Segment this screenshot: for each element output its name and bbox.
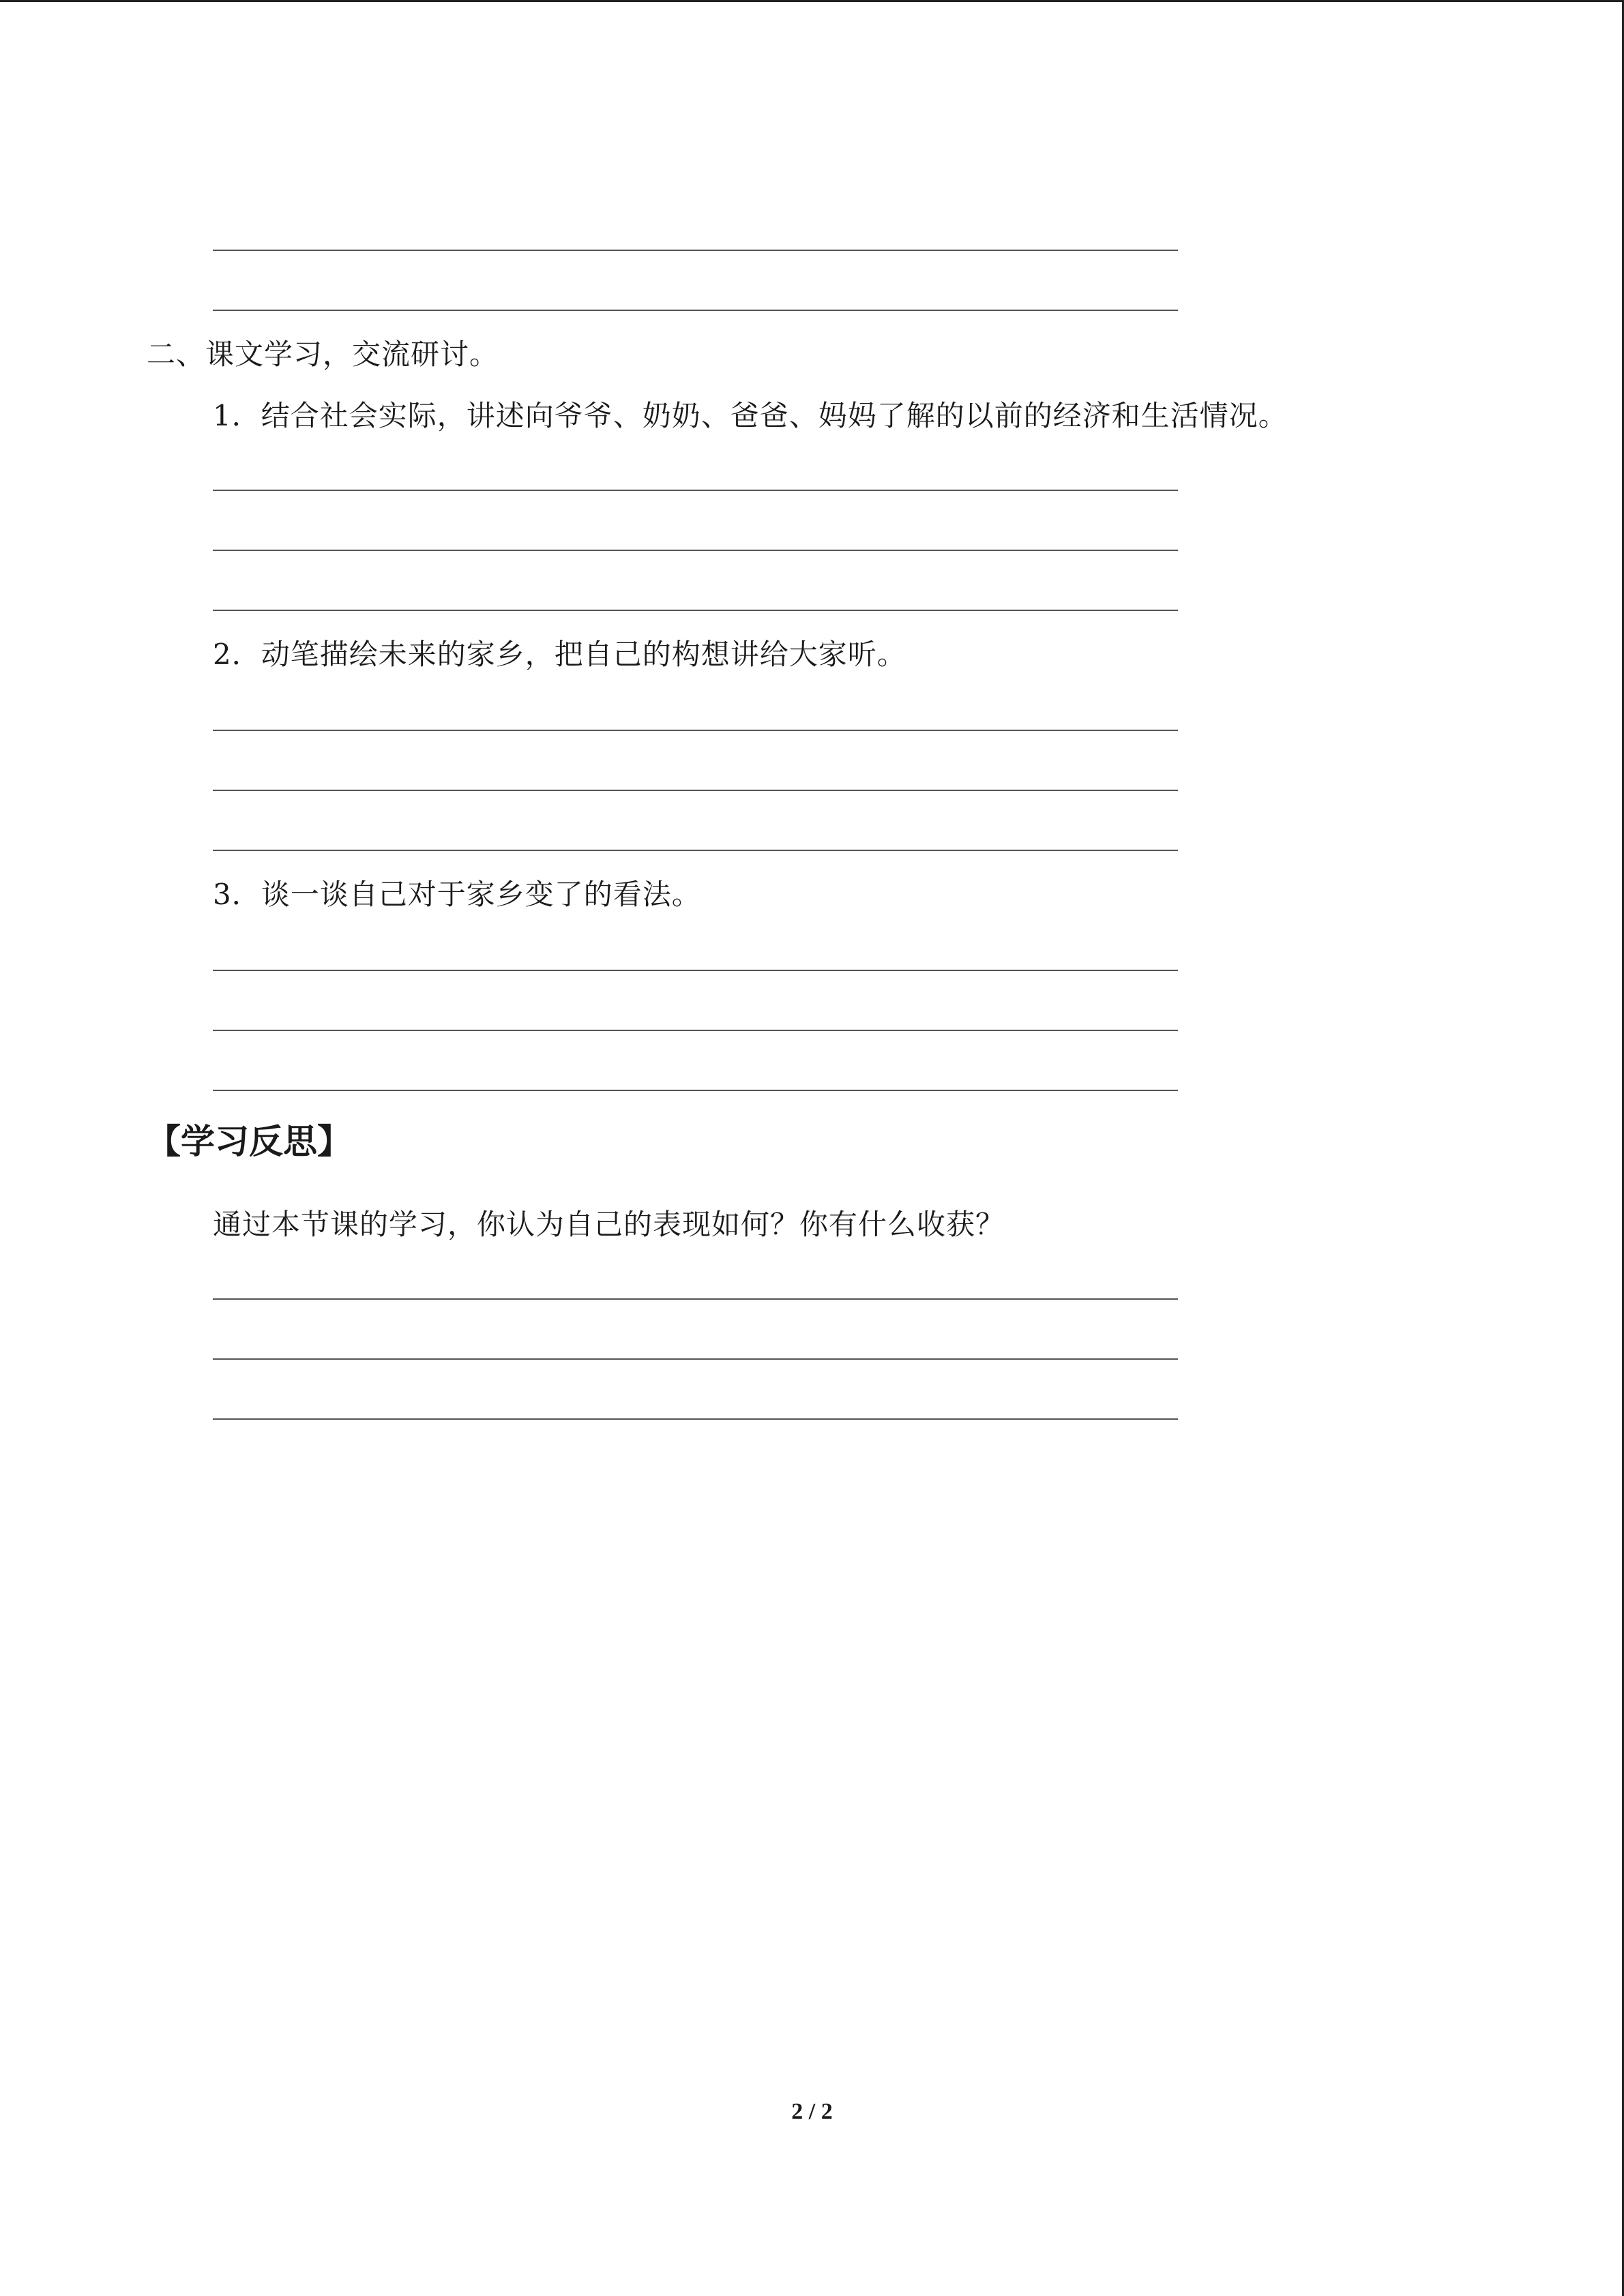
answer-line[interactable] — [213, 850, 1178, 851]
answer-line[interactable] — [213, 730, 1178, 731]
answer-line[interactable] — [213, 550, 1178, 551]
answer-line[interactable] — [213, 310, 1178, 311]
question-2: 2．动笔描绘未来的家乡，把自己的构想讲给大家听。 — [213, 638, 906, 671]
answer-line[interactable] — [213, 1418, 1178, 1420]
answer-line[interactable] — [213, 1090, 1178, 1091]
reflection-heading: 【学习反思】 — [147, 1122, 351, 1161]
question-3: 3．谈一谈自己对于家乡变了的看法。 — [213, 878, 701, 911]
answer-line[interactable] — [213, 1358, 1178, 1360]
answer-line[interactable] — [213, 490, 1178, 491]
answer-line[interactable] — [213, 250, 1178, 251]
page-number: 2 / 2 — [791, 2099, 833, 2124]
reflection-prompt: 通过本节课的学习，你认为自己的表现如何？你有什么收获？ — [213, 1208, 1005, 1241]
question-1: 1．结合社会实际，讲述向爷爷、奶奶、爸爸、妈妈了解的以前的经济和生活情况。 — [213, 399, 1288, 432]
answer-line[interactable] — [213, 610, 1178, 611]
answer-line[interactable] — [213, 1030, 1178, 1031]
answer-line[interactable] — [213, 1298, 1178, 1300]
answer-line[interactable] — [213, 790, 1178, 791]
section-title: 二、课文学习，交流研讨。 — [147, 338, 499, 371]
answer-line[interactable] — [213, 970, 1178, 971]
